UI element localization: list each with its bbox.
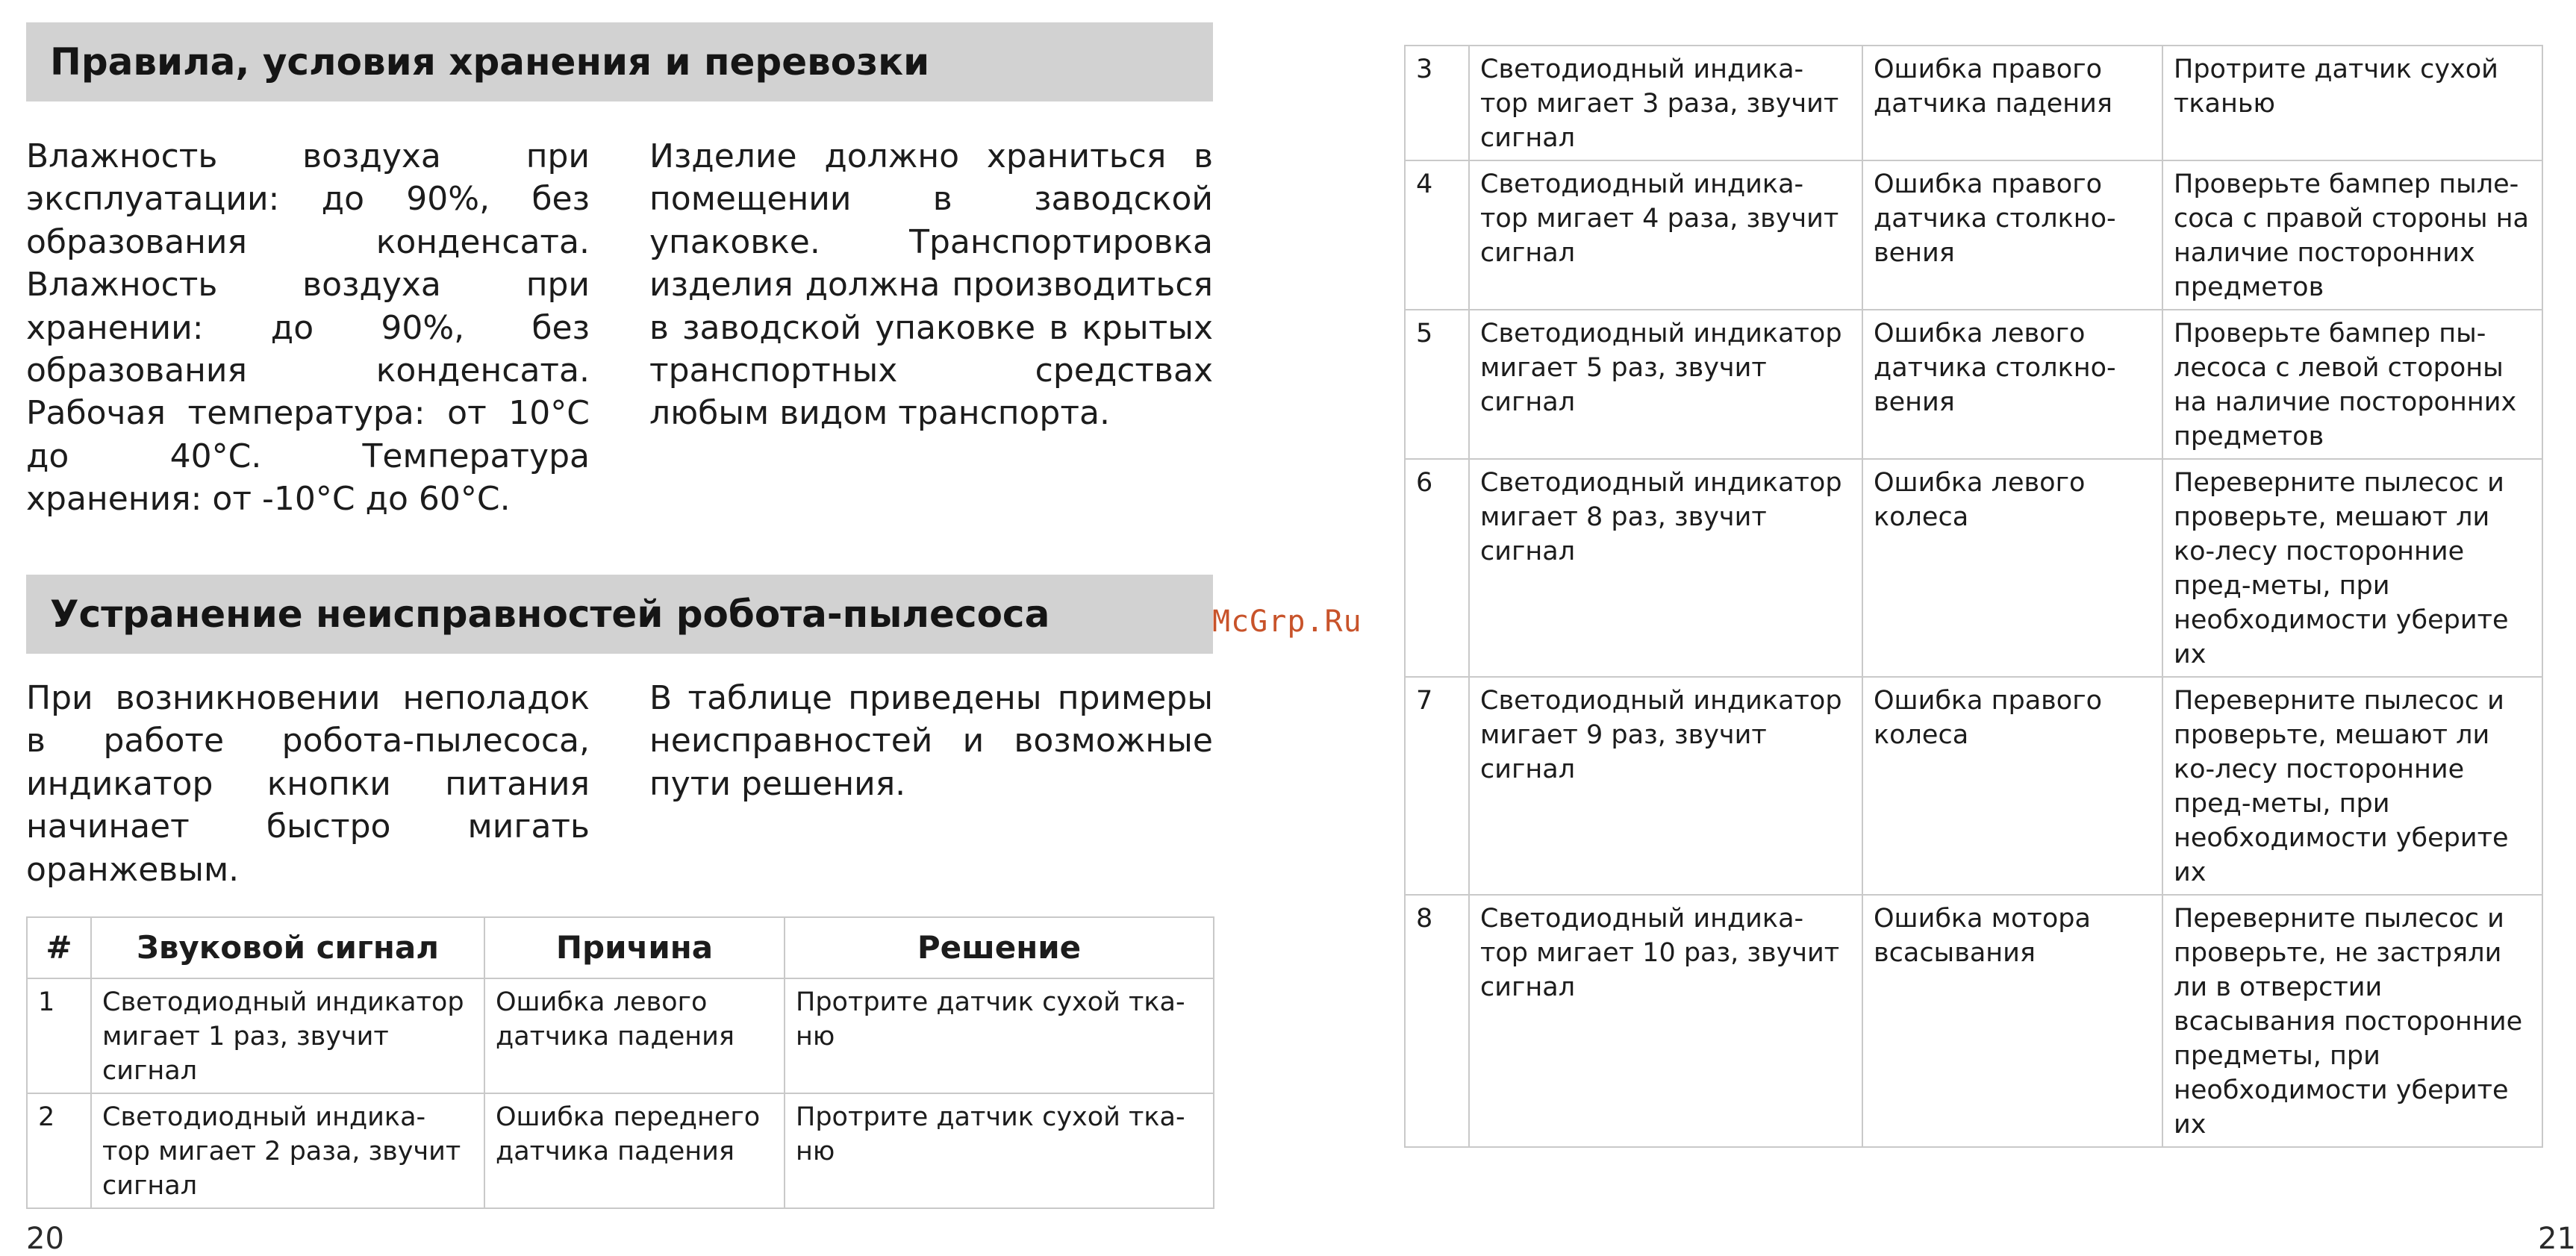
row-number: 1 <box>27 978 91 1093</box>
row-number: 8 <box>1405 895 1469 1147</box>
page-number-left: 20 <box>26 1222 64 1256</box>
troubleshooting-table-part1 <box>26 916 1214 1209</box>
table-row <box>1405 459 2542 677</box>
row-signal: Светодиодный индика-тор мигает 4 раза, звучит сигнал <box>1469 160 1862 310</box>
table-row <box>27 1093 1214 1208</box>
table-row <box>1405 895 2542 1147</box>
troubleshooting-intro-left <box>26 677 590 891</box>
troubleshooting-col-left: При возникновении неполадок в работе робота-пылесоса, индикатор кнопки питания начинает быстро мигать оранжевым. <box>26 679 590 889</box>
table-row <box>1405 310 2542 459</box>
table-row <box>1405 677 2542 895</box>
row-number: 3 <box>1405 46 1469 160</box>
row-cause: Ошибка левого датчика падения <box>484 978 785 1093</box>
row-cause: Ошибка правого датчика падения <box>1862 46 2162 160</box>
troubleshooting-intro-right <box>649 677 1213 805</box>
troubleshooting-section-title: Устранение неисправностей робота-пылесоса <box>50 593 1050 636</box>
row-number: 5 <box>1405 310 1469 459</box>
table-header-row <box>27 917 1214 978</box>
watermark-text: McGrp.Ru <box>1212 604 1362 639</box>
transport-conditions-text <box>649 135 1213 435</box>
row-solution: Переверните пылесос и проверьте, мешают ли ко-лесу посторонние пред-меты, при необходимости уберите их <box>2162 459 2542 677</box>
header-signal: Звуковой сигнал <box>91 917 484 978</box>
storage-section-header <box>26 22 1213 101</box>
storage-col-left: Влажность воздуха при эксплуатации: до 90%, без образования конденсата. Влажность воздуха при хранении: до 90%, без образования конденсата. Рабочая температура: от 10°С до 40°С. Температура хранения: от -10°С до 60°С. <box>26 137 590 519</box>
storage-conditions-text <box>26 135 590 521</box>
row-solution: Переверните пылесос и проверьте, мешают ли ко-лесу посторонние пред-меты, при необходимости уберите их <box>2162 677 2542 895</box>
row-signal: Светодиодный индикатор мигает 9 раз, звучит сигнал <box>1469 677 1862 895</box>
row-solution: Протрите датчик сухой тка-ню <box>785 978 1214 1093</box>
row-cause: Ошибка правого колеса <box>1862 677 2162 895</box>
row-cause: Ошибка левого колеса <box>1862 459 2162 677</box>
troubleshooting-col-right: В таблице приведены примеры неисправностей и возможные пути решения. <box>649 679 1213 803</box>
troubleshooting-section-header <box>26 575 1213 654</box>
row-solution: Протрите датчик сухой тканью <box>2162 46 2542 160</box>
row-signal: Светодиодный индика-тор мигает 2 раза, звучит сигнал <box>91 1093 484 1208</box>
header-number: # <box>27 917 91 978</box>
row-cause: Ошибка переднего датчика падения <box>484 1093 785 1208</box>
table-row <box>27 978 1214 1093</box>
table-row <box>1405 46 2542 160</box>
row-number: 6 <box>1405 459 1469 677</box>
row-solution: Протрите датчик сухой тка-ню <box>785 1093 1214 1208</box>
header-cause: Причина <box>484 917 785 978</box>
troubleshooting-table-part2 <box>1404 45 2543 1148</box>
storage-col-right: Изделие должно храниться в помещении в заводской упаковке. Транспортировка изделия должна производиться в заводской упаковке в крытых транспортных средствах любым видом транспорта. <box>649 137 1213 433</box>
header-solution: Решение <box>785 917 1214 978</box>
row-signal: Светодиодный индикатор мигает 1 раз, звучит сигнал <box>91 978 484 1093</box>
page-number-right: 21 <box>2538 1222 2576 1256</box>
row-cause: Ошибка левого датчика столкно-вения <box>1862 310 2162 459</box>
row-solution: Переверните пылесос и проверьте, не застряли ли в отверстии всасывания посторонние предметы, при необходимости уберите их <box>2162 895 2542 1147</box>
row-cause: Ошибка мотора всасывания <box>1862 895 2162 1147</box>
row-signal: Светодиодный индикатор мигает 8 раз, звучит сигнал <box>1469 459 1862 677</box>
storage-section-title: Правила, условия хранения и перевозки <box>50 40 930 84</box>
row-cause: Ошибка правого датчика столкно-вения <box>1862 160 2162 310</box>
row-number: 4 <box>1405 160 1469 310</box>
row-signal: Светодиодный индика-тор мигает 10 раз, звучит сигнал <box>1469 895 1862 1147</box>
row-number: 2 <box>27 1093 91 1208</box>
row-signal: Светодиодный индика-тор мигает 3 раза, звучит сигнал <box>1469 46 1862 160</box>
row-solution: Проверьте бампер пыле-соса с правой стороны на наличие посторонних предметов <box>2162 160 2542 310</box>
row-signal: Светодиодный индикатор мигает 5 раз, звучит сигнал <box>1469 310 1862 459</box>
row-number: 7 <box>1405 677 1469 895</box>
row-solution: Проверьте бампер пы-лесоса с левой стороны на наличие посторонних предметов <box>2162 310 2542 459</box>
table-row <box>1405 160 2542 310</box>
